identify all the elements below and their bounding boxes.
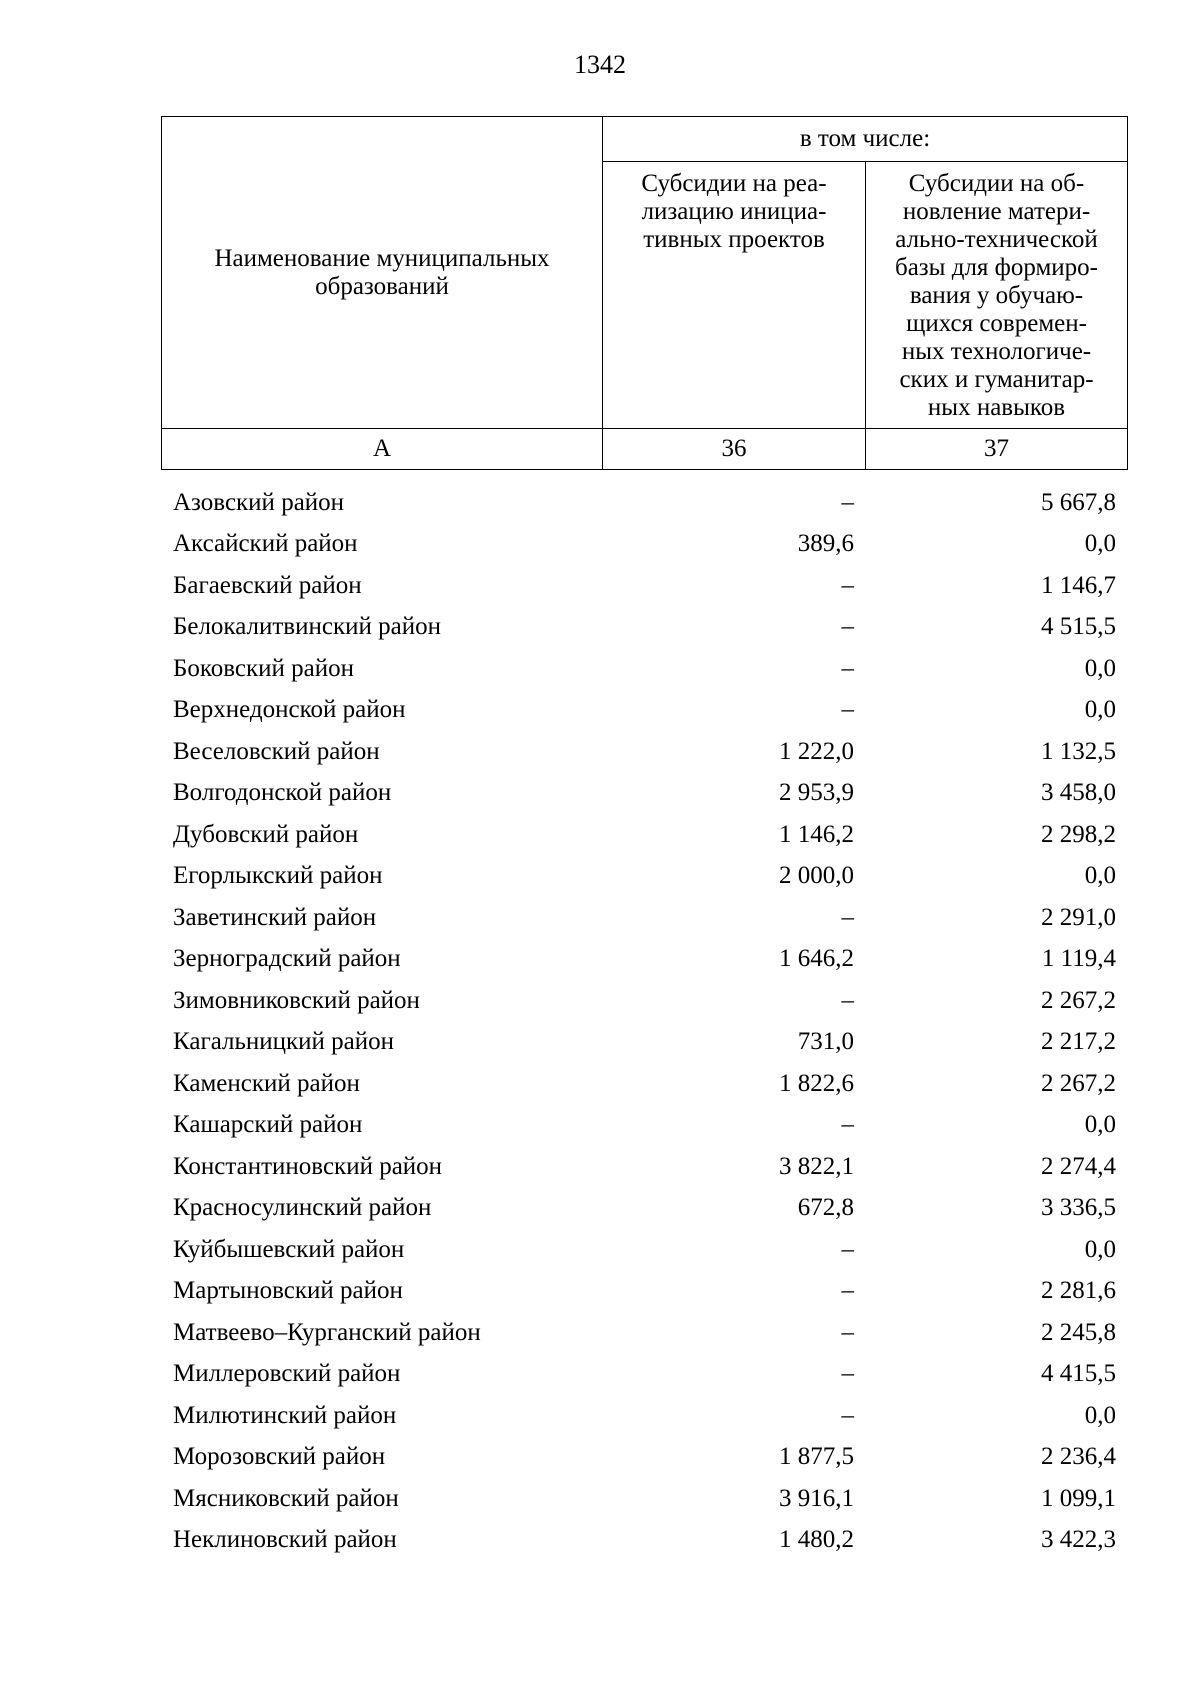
row-name: Веселовский район <box>173 737 380 765</box>
table-row <box>161 524 1127 566</box>
row-value-37: 0,0 <box>1084 1401 1116 1429</box>
row-value-36: – <box>841 488 854 516</box>
table-row <box>161 1520 1127 1562</box>
row-name: Заветинский район <box>173 903 377 931</box>
row-value-37: 2 281,6 <box>1041 1277 1116 1305</box>
row-value-37: 3 336,5 <box>1041 1194 1116 1222</box>
row-value-37: 2 291,0 <box>1041 903 1116 931</box>
table-row <box>161 897 1127 939</box>
table-row <box>161 1146 1127 1188</box>
table-row <box>161 814 1127 856</box>
table-row <box>161 980 1127 1022</box>
row-value-36: – <box>841 654 854 682</box>
row-value-36: 1 822,6 <box>779 1069 854 1097</box>
table-row <box>161 607 1127 649</box>
row-value-37: 2 217,2 <box>1041 1028 1116 1056</box>
row-name: Красносулинский район <box>173 1194 432 1222</box>
row-name: Мартыновский район <box>173 1277 403 1305</box>
table-row <box>161 1188 1127 1230</box>
row-value-37: 2 267,2 <box>1041 986 1116 1014</box>
table-row <box>161 1063 1127 1105</box>
header-name-column <box>162 117 603 429</box>
row-value-37: 0,0 <box>1084 1111 1116 1139</box>
row-value-36: – <box>841 1360 854 1388</box>
row-name: Верхнедонской район <box>173 696 406 724</box>
header-index-37: 37 <box>866 429 1128 470</box>
row-name: Багаевский район <box>173 571 362 599</box>
row-value-36: – <box>841 571 854 599</box>
header-col-37 <box>866 162 1128 429</box>
row-name: Азовский район <box>173 488 345 516</box>
row-value-37: 0,0 <box>1084 696 1116 724</box>
row-value-37: 2 298,2 <box>1041 820 1116 848</box>
row-name: Кагальницкий район <box>173 1028 395 1056</box>
header-col-36 <box>603 162 866 429</box>
table-row <box>161 690 1127 732</box>
row-value-37: 0,0 <box>1084 1235 1116 1263</box>
row-value-37: 4 415,5 <box>1041 1360 1116 1388</box>
row-name: Куйбышевский район <box>173 1235 405 1263</box>
row-name: Дубовский район <box>173 820 359 848</box>
table-row <box>161 773 1127 815</box>
row-value-36: 1 646,2 <box>779 945 854 973</box>
row-name: Кашарский район <box>173 1111 363 1139</box>
row-name: Зерноградский район <box>173 945 401 973</box>
row-value-36: 731,0 <box>797 1028 854 1056</box>
table-header <box>161 116 1128 470</box>
row-value-37: 0,0 <box>1084 654 1116 682</box>
table-row <box>161 1437 1127 1479</box>
row-name: Неклиновский район <box>173 1526 397 1554</box>
row-value-37: 2 274,4 <box>1041 1152 1116 1180</box>
row-name: Милютинский район <box>173 1401 397 1429</box>
row-value-36: 672,8 <box>797 1194 854 1222</box>
row-name: Белокалитвинский район <box>173 613 441 641</box>
row-name: Волгодонской район <box>173 779 392 807</box>
row-name: Морозовский район <box>173 1443 386 1471</box>
row-value-36: – <box>841 613 854 641</box>
table-row <box>161 565 1127 607</box>
row-value-36: 2 953,9 <box>779 779 854 807</box>
page-number: 1342 <box>574 50 626 79</box>
table-rows <box>161 482 1127 1561</box>
table-row <box>161 856 1127 898</box>
table-row <box>161 939 1127 981</box>
row-value-37: 5 667,8 <box>1041 488 1116 516</box>
header-col-36-title: Субсидии на реа- лизацию инициа- тивных проектов <box>641 170 827 253</box>
header-col-37-title: Субсидии на об- новление матери- ально-технической базы для формиро- вания у обучаю- щихся современ- ных технологиче- ских и гуманитар- ных навыков <box>894 170 1099 421</box>
row-name: Егорлыкский район <box>173 862 383 890</box>
table-row <box>161 1395 1127 1437</box>
header-group-label: в том числе: <box>603 117 1128 162</box>
row-value-36: 1 146,2 <box>779 820 854 848</box>
row-name: Миллеровский район <box>173 1360 401 1388</box>
row-name: Каменский район <box>173 1069 360 1097</box>
row-value-36: – <box>841 1277 854 1305</box>
row-value-36: – <box>841 1235 854 1263</box>
row-value-37: 1 132,5 <box>1041 737 1116 765</box>
row-value-36: – <box>841 1318 854 1346</box>
table-row <box>161 482 1127 524</box>
table-row <box>161 1022 1127 1064</box>
row-value-37: 0,0 <box>1084 862 1116 890</box>
table-row <box>161 731 1127 773</box>
row-value-37: 2 245,8 <box>1041 1318 1116 1346</box>
row-name: Матвеево–Курганский район <box>173 1318 481 1346</box>
row-name: Константиновский район <box>173 1152 443 1180</box>
row-value-37: 1 146,7 <box>1041 571 1116 599</box>
table-row <box>161 1229 1127 1271</box>
row-value-36: 2 000,0 <box>779 862 854 890</box>
table-row <box>161 1105 1127 1147</box>
table-row <box>161 1271 1127 1313</box>
row-value-37: 3 422,3 <box>1041 1526 1116 1554</box>
row-value-37: 2 267,2 <box>1041 1069 1116 1097</box>
row-value-36: 3 822,1 <box>779 1152 854 1180</box>
row-value-36: 1 480,2 <box>779 1526 854 1554</box>
row-value-36: – <box>841 696 854 724</box>
row-value-37: 4 515,5 <box>1041 613 1116 641</box>
row-value-36: 1 222,0 <box>779 737 854 765</box>
table-row <box>161 648 1127 690</box>
row-value-36: 1 877,5 <box>779 1443 854 1471</box>
row-value-36: – <box>841 1111 854 1139</box>
row-name: Зимовниковский район <box>173 986 420 1014</box>
table-row <box>161 1478 1127 1520</box>
header-name-column-label: Наименование муниципальных образований <box>214 244 550 300</box>
row-value-37: 3 458,0 <box>1041 779 1116 807</box>
table-row <box>161 1312 1127 1354</box>
row-value-36: – <box>841 1401 854 1429</box>
row-value-37: 1 099,1 <box>1041 1484 1116 1512</box>
row-value-36: – <box>841 986 854 1014</box>
row-value-36: 3 916,1 <box>779 1484 854 1512</box>
table-body <box>161 482 1127 1561</box>
header-index-36: 36 <box>603 429 866 470</box>
row-name: Аксайский район <box>173 530 358 558</box>
row-value-37: 2 236,4 <box>1041 1443 1116 1471</box>
header-index-a: А <box>162 429 603 470</box>
row-name: Мясниковский район <box>173 1484 399 1512</box>
row-value-37: 1 119,4 <box>1041 945 1116 973</box>
row-name: Боковский район <box>173 654 354 682</box>
row-value-36: – <box>841 903 854 931</box>
row-value-36: 389,6 <box>797 530 854 558</box>
table-row <box>161 1354 1127 1396</box>
row-value-37: 0,0 <box>1084 530 1116 558</box>
